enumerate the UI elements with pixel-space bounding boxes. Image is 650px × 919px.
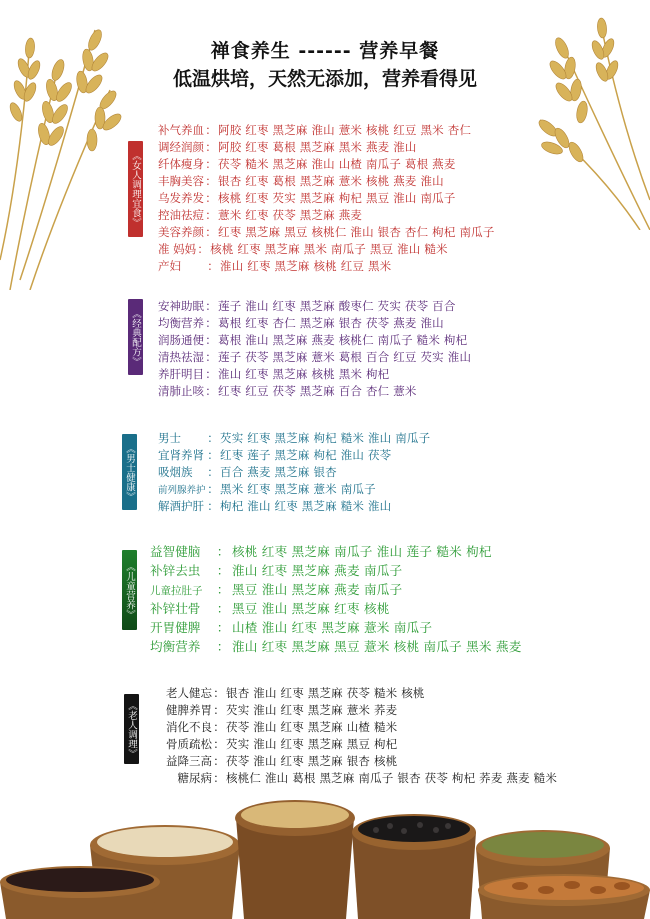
recipe-label: 男士 [158, 431, 181, 445]
recipe-row: 补气养血 ： 阿胶 红枣 黑芝麻 淮山 薏米 核桃 红豆 黑米 杏仁 [158, 123, 472, 137]
recipe-row: 前列腺养护 ： 黑米 红枣 黑芝麻 薏米 南瓜子 [158, 482, 376, 496]
recipe-label: 控油祛痘 [158, 208, 204, 222]
recipe-ingredients: 莲子 淮山 红枣 黑芝麻 酸枣仁 芡实 茯苓 百合 [218, 299, 456, 313]
recipe-row: 均衡营养 ： 葛根 红枣 杏仁 黑芝麻 银杏 茯苓 燕麦 淮山 [158, 316, 444, 330]
recipe-row: 益智健脑 ： 核桃 红枣 黑芝麻 南瓜子 淮山 莲子 糙米 枸杞 [150, 541, 492, 560]
recipe-label: 吸烟族 [158, 465, 193, 479]
recipe-label: 老人健忘 [166, 686, 212, 700]
recipe-label: 润肠通便 [158, 333, 204, 347]
recipe-row: 产妇 ： 淮山 红枣 黑芝麻 核桃 红豆 黑米 [158, 259, 392, 273]
recipe-label: 纤体瘦身 [158, 157, 204, 171]
recipe-ingredients: 红枣 红豆 茯苓 黑芝麻 百合 杏仁 薏米 [218, 384, 417, 398]
recipe-ingredients: 百合 燕麦 黑芝麻 银杏 [220, 465, 337, 479]
recipe-row: 控油祛痘 ： 薏米 红枣 茯苓 黑芝麻 燕麦 [158, 208, 363, 222]
recipe-ingredients: 核桃 红枣 黑芝麻 南瓜子 淮山 莲子 糙米 枸杞 [232, 544, 492, 559]
recipe-label: 骨质疏松 [166, 737, 212, 751]
recipe-row: 安神助眠 ： 莲子 淮山 红枣 黑芝麻 酸枣仁 芡实 茯苓 百合 [158, 299, 456, 313]
recipe-label: 准 妈妈 [158, 242, 197, 256]
recipe-label: 糖尿病 [177, 771, 212, 785]
recipe-row: 调经润颜 ： 阿胶 红枣 葛根 黑芝麻 黑米 燕麦 淮山 [158, 140, 417, 154]
recipe-row: 清肺止咳 ： 红枣 红豆 茯苓 黑芝麻 百合 杏仁 薏米 [158, 384, 417, 398]
recipe-row: 骨质疏松 ： 芡实 淮山 红枣 黑芝麻 黑豆 枸杞 [158, 736, 397, 752]
recipe-row: 补锌去虫 ： 淮山 红枣 黑芝麻 燕麦 南瓜子 [150, 560, 402, 579]
recipe-ingredients: 葛根 红枣 杏仁 黑芝麻 银杏 茯苓 燕麦 淮山 [218, 316, 444, 330]
recipe-ingredients: 黑豆 淮山 黑芝麻 红枣 核桃 [232, 601, 390, 616]
category-label-children: 《儿童营养》 [122, 550, 137, 630]
recipe-ingredients: 核桃 红枣 芡实 黑芝麻 枸杞 黑豆 淮山 南瓜子 [218, 191, 456, 205]
recipe-label: 宜肾养肾 [158, 448, 204, 462]
recipe-ingredients: 淮山 红枣 黑芝麻 核桃 红豆 黑米 [220, 259, 392, 273]
recipe-label: 产妇 [158, 259, 181, 273]
recipe-ingredients: 山楂 淮山 红枣 黑芝麻 薏米 南瓜子 [232, 620, 433, 635]
recipe-label: 开胃健脾 [150, 620, 201, 635]
recipe-label: 美容养颜 [158, 225, 204, 239]
recipe-row: 补锌壮骨 ： 黑豆 淮山 黑芝麻 红枣 核桃 [150, 598, 390, 617]
recipe-row: 乌发养发 ： 核桃 红枣 芡实 黑芝麻 枸杞 黑豆 淮山 南瓜子 [158, 191, 456, 205]
recipe-ingredients: 莲子 茯苓 黑芝麻 薏米 葛根 百合 红豆 芡实 淮山 [218, 350, 472, 364]
recipe-label: 乌发养发 [158, 191, 204, 205]
recipe-label: 消化不良 [166, 720, 212, 734]
wheat-right-illustration [500, 0, 650, 230]
recipe-ingredients: 芡实 红枣 黑芝麻 枸杞 糙米 淮山 南瓜子 [220, 431, 431, 445]
recipe-ingredients: 阿胶 红枣 葛根 黑芝麻 黑米 燕麦 淮山 [218, 140, 417, 154]
recipe-row: 老人健忘 ： 银杏 淮山 红枣 黑芝麻 茯苓 糙米 核桃 [158, 685, 425, 701]
recipe-label: 解酒护肝 [158, 499, 204, 513]
recipe-label: 调经润颜 [158, 140, 204, 154]
page-title: 禅食养生 ------ 营养早餐 [210, 40, 440, 62]
recipe-ingredients: 核桃仁 淮山 葛根 黑芝麻 南瓜子 银杏 茯苓 枸杞 荞麦 燕麦 糙米 [226, 771, 558, 785]
recipe-row: 健脾养胃 ： 芡实 淮山 红枣 黑芝麻 薏米 荞麦 [158, 702, 397, 718]
recipe-row: 开胃健脾 ： 山楂 淮山 红枣 黑芝麻 薏米 南瓜子 [150, 617, 432, 636]
recipe-row: 养肝明目 ： 淮山 红枣 黑芝麻 核桃 黑米 枸杞 [158, 367, 390, 381]
recipe-row: 纤体瘦身 ： 茯苓 糙米 黑芝麻 淮山 山楂 南瓜子 葛根 燕麦 [158, 157, 456, 171]
recipe-ingredients: 黑米 红枣 黑芝麻 薏米 南瓜子 [220, 482, 376, 496]
recipe-ingredients: 银杏 红枣 葛根 黑芝麻 薏米 核桃 燕麦 淮山 [218, 174, 444, 188]
recipe-label: 益降三高 [166, 754, 212, 768]
bowl-wheat [235, 800, 355, 919]
recipe-label: 补锌去虫 [150, 563, 201, 578]
recipe-row: 润肠通便 ： 葛根 淮山 黑芝麻 燕麦 核桃仁 南瓜子 糙米 枸杞 [158, 333, 468, 347]
recipe-ingredients: 淮山 红枣 黑芝麻 核桃 黑米 枸杞 [218, 367, 390, 381]
recipe-label: 健脾养胃 [166, 703, 212, 717]
grain-bowls-illustration [0, 790, 650, 919]
bowl-almonds [478, 874, 650, 919]
recipe-label: 补锌壮骨 [150, 601, 201, 616]
recipe-ingredients: 茯苓 淮山 红枣 黑芝麻 银杏 核桃 [226, 754, 398, 768]
recipe-label: 益智健脑 [150, 544, 201, 559]
recipe-ingredients: 薏米 红枣 茯苓 黑芝麻 燕麦 [218, 208, 363, 222]
page-subtitle: 低温烘培，天然无添加，营养看得见 [172, 68, 477, 90]
recipe-ingredients: 淮山 红枣 黑芝麻 黑豆 薏米 核桃 南瓜子 黑米 燕麦 [232, 639, 522, 654]
recipe-ingredients: 芡实 淮山 红枣 黑芝麻 薏米 荞麦 [226, 703, 398, 717]
recipe-label: 安神助眠 [158, 299, 204, 313]
recipe-row: 糖尿病 ： 核桃仁 淮山 葛根 黑芝麻 南瓜子 银杏 茯苓 枸杞 荞麦 燕麦 糙米 [158, 770, 557, 786]
recipe-row: 吸烟族 ： 百合 燕麦 黑芝麻 银杏 [158, 465, 337, 479]
recipe-row: 宜肾养肾 ： 红枣 莲子 黑芝麻 枸杞 淮山 茯苓 [158, 448, 392, 462]
bowl-black-rice [0, 866, 160, 919]
recipe-ingredients: 芡实 淮山 红枣 黑芝麻 黑豆 枸杞 [226, 737, 398, 751]
recipe-row: 准 妈妈 ： 核桃 红枣 黑芝麻 黑米 南瓜子 黑豆 淮山 糙米 [158, 242, 448, 256]
recipe-ingredients: 枸杞 淮山 红枣 黑芝麻 糙米 淮山 [220, 499, 392, 513]
recipe-row: 均衡营养 ： 淮山 红枣 黑芝麻 黑豆 薏米 核桃 南瓜子 黑米 燕麦 [150, 636, 522, 655]
recipe-row: 消化不良 ： 茯苓 淮山 红枣 黑芝麻 山楂 糙米 [158, 719, 397, 735]
recipe-row: 益降三高 ： 茯苓 淮山 红枣 黑芝麻 银杏 核桃 [158, 753, 397, 769]
recipe-label: 补气养血 [158, 123, 204, 137]
recipe-ingredients: 葛根 淮山 黑芝麻 燕麦 核桃仁 南瓜子 糙米 枸杞 [218, 333, 468, 347]
recipe-label: 养肝明目 [158, 367, 204, 381]
recipe-label: 清热祛湿 [158, 350, 204, 364]
category-label-women: 《女人调理宜食》 [128, 141, 143, 237]
recipe-row: 美容养颜 ： 红枣 黑芝麻 黑豆 核桃仁 淮山 银杏 杏仁 枸杞 南瓜子 [158, 225, 495, 239]
bowl-black-beans [352, 814, 476, 919]
recipe-row: 儿童拉肚子 ： 黑豆 淮山 黑芝麻 燕麦 南瓜子 [150, 579, 402, 598]
recipe-ingredients: 阿胶 红枣 黑芝麻 淮山 薏米 核桃 红豆 黑米 杏仁 [218, 123, 472, 137]
recipe-ingredients: 核桃 红枣 黑芝麻 黑米 南瓜子 黑豆 淮山 糙米 [210, 242, 448, 256]
recipe-row: 丰胸美容 ： 银杏 红枣 葛根 黑芝麻 薏米 核桃 燕麦 淮山 [158, 174, 444, 188]
recipe-row: 男士 ： 芡实 红枣 黑芝麻 枸杞 糙米 淮山 南瓜子 [158, 431, 431, 445]
recipe-row: 解酒护肝 ： 枸杞 淮山 红枣 黑芝麻 糙米 淮山 [158, 499, 392, 513]
recipe-label: 均衡营养 [158, 316, 204, 330]
recipe-label: 儿童拉肚子 [150, 585, 203, 597]
recipe-label: 丰胸美容 [158, 174, 204, 188]
recipe-ingredients: 红枣 莲子 黑芝麻 枸杞 淮山 茯苓 [220, 448, 392, 462]
recipe-ingredients: 淮山 红枣 黑芝麻 燕麦 南瓜子 [232, 563, 403, 578]
recipe-label: 均衡营养 [150, 639, 201, 654]
category-label-classic: 《经典配方》 [128, 299, 143, 375]
category-label-men: 《男士健康》 [122, 434, 137, 510]
recipe-ingredients: 茯苓 淮山 红枣 黑芝麻 山楂 糙米 [226, 720, 398, 734]
recipe-label: 前列腺养护 [158, 485, 206, 496]
recipe-ingredients: 银杏 淮山 红枣 黑芝麻 茯苓 糙米 核桃 [226, 686, 425, 700]
recipe-ingredients: 茯苓 糙米 黑芝麻 淮山 山楂 南瓜子 葛根 燕麦 [218, 157, 456, 171]
recipe-row: 清热祛湿 ： 莲子 茯苓 黑芝麻 薏米 葛根 百合 红豆 芡实 淮山 [158, 350, 472, 364]
recipe-ingredients: 黑豆 淮山 黑芝麻 燕麦 南瓜子 [232, 582, 403, 597]
recipe-ingredients: 红枣 黑芝麻 黑豆 核桃仁 淮山 银杏 杏仁 枸杞 南瓜子 [218, 225, 495, 239]
recipe-label: 清肺止咳 [158, 384, 204, 398]
category-label-elderly: 《老人调理》 [124, 694, 139, 764]
